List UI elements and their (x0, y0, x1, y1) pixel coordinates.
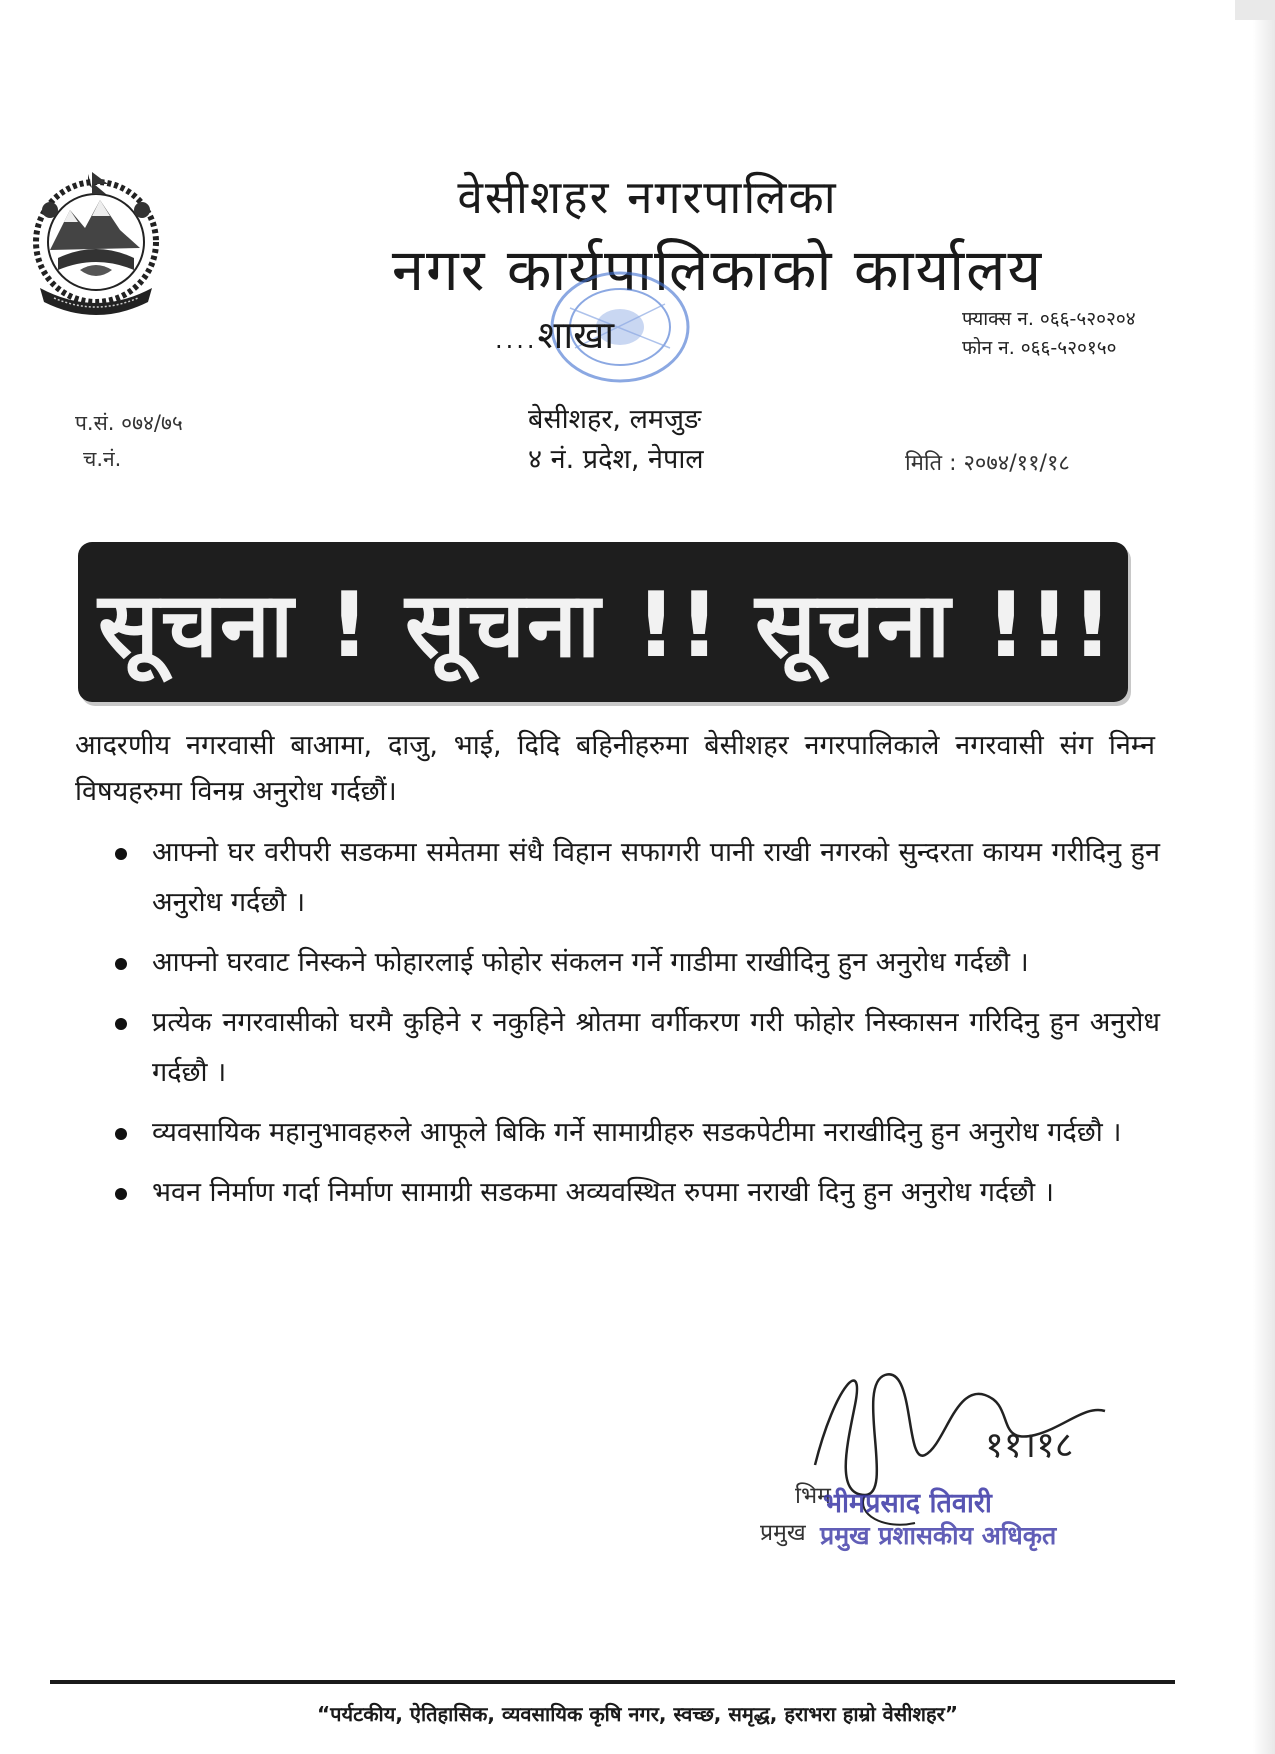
list-item-text: भवन निर्माण गर्दा निर्माण सामाग्री सडकमा अव्यवस्थित रुपमा नराखी दिनु हुन अनुरोध गर्दछौ । (152, 1177, 1054, 1208)
list-item (110, 998, 1160, 1098)
fax-number: फ्याक्स न. ०६६-५२०२०४ (962, 308, 1136, 330)
bullet-icon (115, 848, 127, 860)
letter-date: मिति : २०७४/११/१८ (905, 451, 1070, 476)
signatory-name: भिम (795, 1483, 831, 1509)
bullet-icon (115, 1128, 127, 1140)
org-name: वेसीशहर नगरपालिका (457, 170, 838, 224)
list-item (110, 828, 1160, 928)
request-list (110, 828, 1160, 1228)
address-block (528, 400, 704, 480)
notice-banner (78, 542, 1128, 702)
list-item (110, 938, 1160, 988)
intro-paragraph: आदरणीय नगरवासी बाआमा, दाजु, भाई, दिदि बहिनीहरुमा बेसीशहर नगरपालिकाले नगरवासी संग निम्न विषयहरुमा विनम्र अनुरोध गर्दछौं। (75, 730, 1155, 807)
list-item-text: प्रत्येक नगरवासीको घरमै कुहिने र नकुहिने श्रोतमा वर्गीकरण गरी फोहोर निस्कासन गरिदिनु हुन अनुरोध गर्दछौ । (152, 1007, 1160, 1088)
list-item-text: आफ्नो घर वरीपरी सडकमा समेतमा संधै विहान सफागरी पानी राखी नगरको सुन्दरता कायम गरीदिनु हुन अनुरोध गर्दछौ । (152, 837, 1160, 918)
footer-slogan: “पर्यटकीय, ऐतिहासिक, व्यवसायिक कृषि नगर, स्वच्छ, समृद्ध, हराभरा हाम्रो वेसीशहर” (317, 1702, 958, 1726)
contact-block (962, 305, 1136, 363)
bullet-icon (115, 1018, 127, 1030)
branch-dots: .... (495, 326, 538, 354)
address-line-2: ४ नं. प्रदेश, नेपाल (528, 444, 704, 475)
notice-banner-text: सूचना ! सूचना !! सूचना !!! (98, 573, 1115, 678)
address-line-1: बेसीशहर, लमजुङ (528, 404, 702, 435)
signatory-title: प्रमुख (760, 1520, 806, 1546)
signature-date: ११।१८ (985, 1425, 1074, 1466)
paper-corner (1235, 0, 1275, 20)
list-item-text: व्यवसायिक महानुभावहरुले आफूले बिकि गर्ने सामाग्रीहरु सडकपेटीमा नराखीदिनु हुन अनुरोध गर्दछौ । (152, 1117, 1122, 1148)
stamp-name: भीमप्रसाद तिवारी (823, 1488, 992, 1519)
bullet-icon (115, 958, 127, 970)
bullet-icon (115, 1188, 127, 1200)
footer-divider (50, 1680, 1175, 1684)
list-item-text: आफ्नो घरवाट निस्कने फोहारलाई फोहोर संकलन गर्ने गाडीमा राखीदिनु हुन अनुरोध गर्दछौ । (152, 947, 1029, 978)
branch-label: शाखा (537, 313, 615, 357)
reference-number: प.सं. ०७४/७५ (75, 411, 183, 435)
reference-block (75, 405, 183, 477)
list-item (110, 1168, 1160, 1218)
phone-number: फोन न. ०६६-५२०१५० (962, 337, 1117, 359)
list-item (110, 1108, 1160, 1158)
office-name: नगर कार्यपालिकाको कार्यालय (391, 236, 1044, 304)
dispatch-number: च.नं. (83, 447, 122, 471)
branch-line (495, 308, 614, 360)
stamp-title: प्रमुख प्रशासकीय अधिकृत (820, 1521, 1057, 1550)
